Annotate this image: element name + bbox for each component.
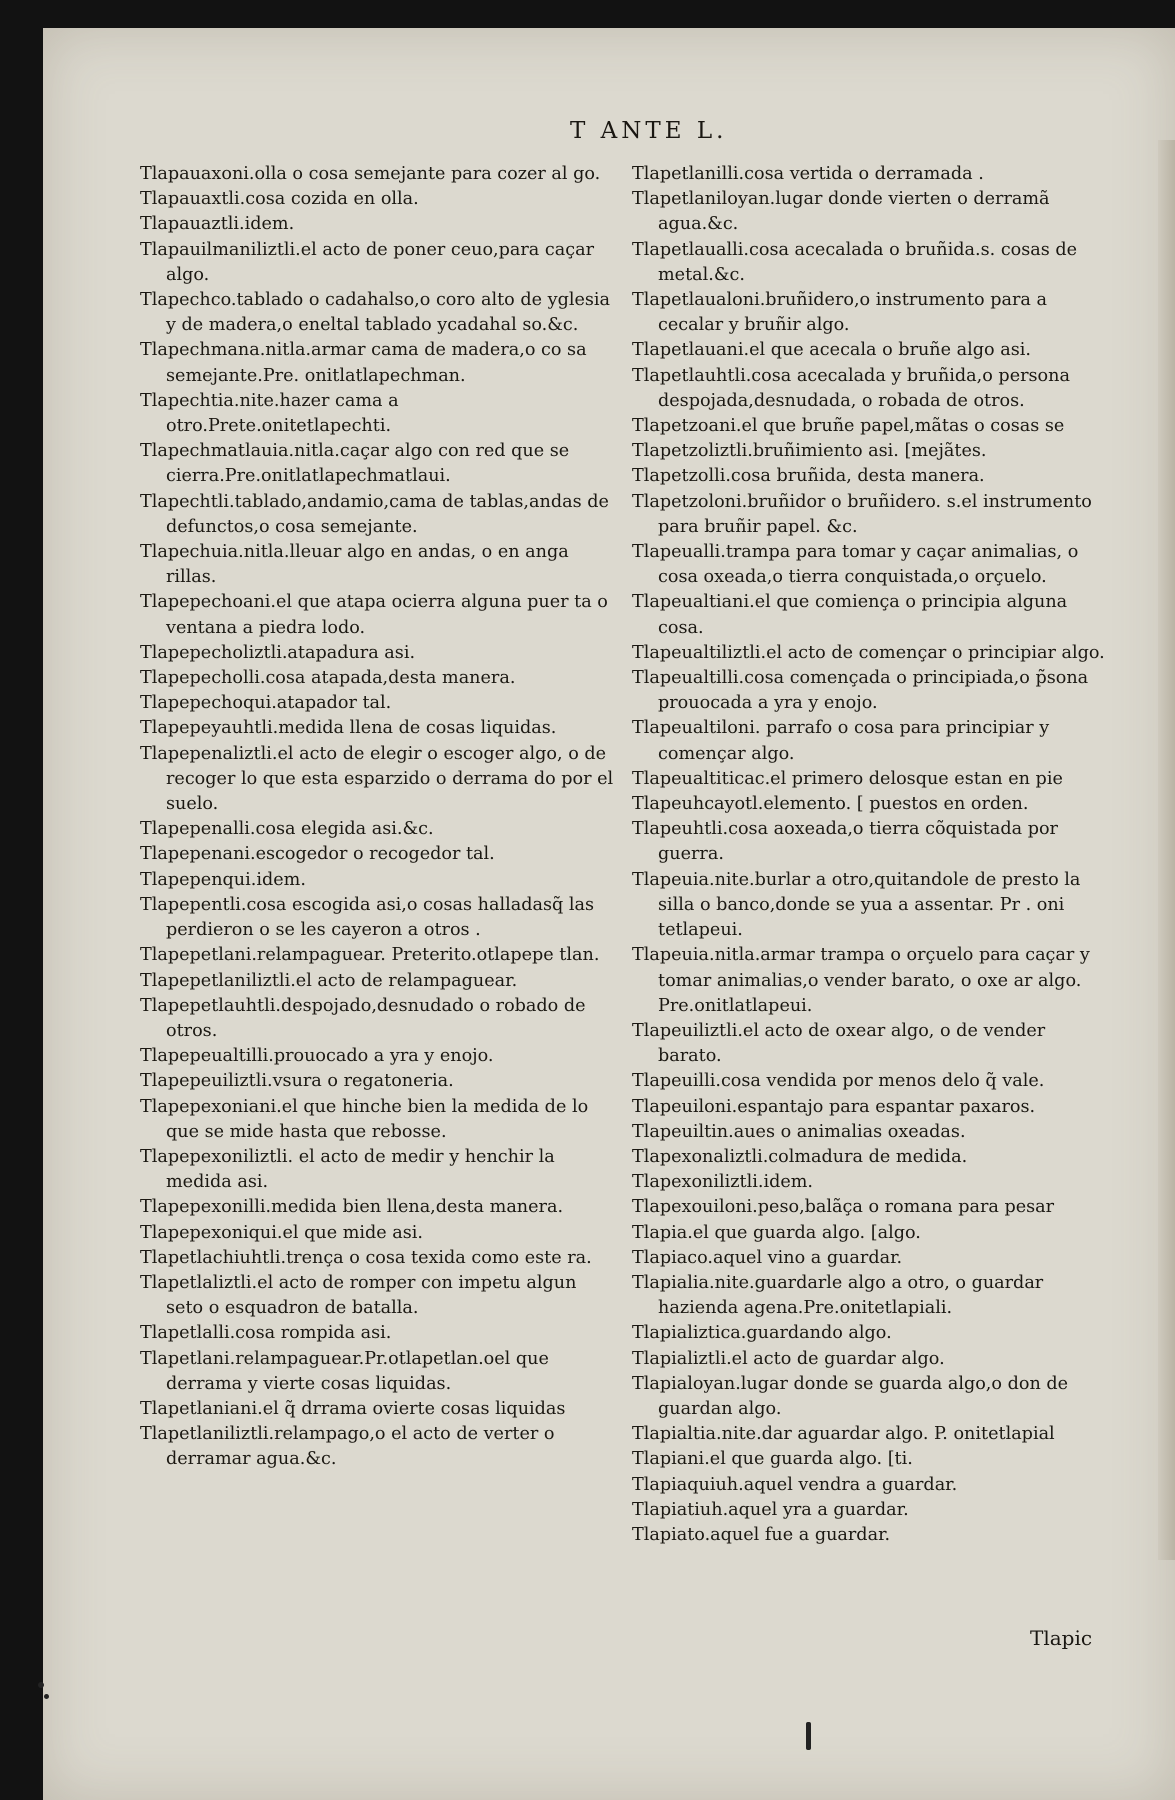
dictionary-entry: Tlapetlanilli.cosa vertida o derramada . xyxy=(632,164,984,184)
dictionary-entry: Tlapepecholiztli.atapadura asi. xyxy=(140,642,416,663)
dictionary-entry: Tlapepetlani.relampaguear. Preterito.otlapepe tlan. xyxy=(140,945,600,966)
dictionary-entry: Tlapepenaliztli.el acto de elegir o escoger algo, o de recoger lo que esta esparzido o derrama do por el suelo. xyxy=(140,743,614,815)
dictionary-entry: Tlapializtica.guardando algo. xyxy=(632,1323,892,1344)
dictionary-entry: Tlapauaxoni.olla o cosa semejante para cozer al go. xyxy=(140,164,601,184)
dictionary-entry: Tlapetlaualli.cosa acecalada o bruñida.s. cosas de metal.&c. xyxy=(632,239,1078,285)
dictionary-entry: Tlapexonaliztli.colmadura de medida. xyxy=(632,1146,968,1167)
dictionary-entry: Tlapepeyauhtli.medida llena de cosas liquidas. xyxy=(140,718,557,739)
dictionary-entry: Tlapechuia.nitla.lleuar algo en andas, o en anga rillas. xyxy=(140,542,569,588)
dictionary-entry: Tlapetlalli.cosa rompida asi. xyxy=(140,1323,392,1344)
dictionary-entry: Tlapepentli.cosa escogida asi,o cosas halladasq̃ las perdieron o se les cayeron a otros . xyxy=(140,894,594,941)
dictionary-entry: Tlapepexoniqui.el que mide asi. xyxy=(140,1222,424,1243)
dictionary-entry: Tlapechmana.nitla.armar cama de madera,o co sa semejante.Pre. onitlatlapechman. xyxy=(140,340,587,386)
dictionary-entry: Tlapeualli.trampa para tomar y caçar animalias, o cosa oxeada,o tierra conquistada,o orçuelo. xyxy=(632,542,1079,588)
dictionary-entry: Tlapetlaliztli.el acto de romper con impetu algun seto o esquadron de batalla. xyxy=(140,1272,577,1319)
dictionary-entry: Tlapechmatlauia.nitla.caçar algo con red que se cierra.Pre.onitlatlapechmatlaui. xyxy=(140,441,570,487)
dictionary-entry: Tlapeualtiani.el que comiença o principia alguna cosa. xyxy=(632,592,1068,638)
dictionary-entry: Tlapetzoani.el que bruñe papel,mãtas o cosas se xyxy=(632,416,1065,437)
dictionary-entry: Tlapepechoani.el que atapa ocierra alguna puer ta o ventana a piedra lodo. xyxy=(140,592,608,638)
dictionary-entry: Tlapechtia.nite.hazer cama a otro.Prete.onitetlapechti. xyxy=(140,390,399,437)
dictionary-entry: Tlapepeuiliztli.vsura o regatoneria. xyxy=(140,1071,454,1092)
dictionary-entry: Tlapepexonilli.medida bien llena,desta manera. xyxy=(140,1197,564,1218)
dictionary-entry: Tlapeualtiloni. parrafo o cosa para principiar y començar algo. xyxy=(632,718,1050,764)
dictionary-entry: Tlapeuiloni.espantajo para espantar paxaros. xyxy=(632,1096,1036,1117)
dictionary-entry: Tlapia.el que guarda algo. [algo. xyxy=(632,1222,921,1243)
ink-mark xyxy=(806,1722,811,1750)
dictionary-entry: Tlapeuhcayotl.elemento. [ puestos en orden. xyxy=(632,794,1029,815)
dictionary-entry: Tlapauilmaniliztli.el acto de poner ceuo,para caçar algo. xyxy=(140,239,594,285)
dictionary-entry: Tlapepexoniliztli. el acto de medir y henchir la medida asi. xyxy=(140,1146,555,1193)
left-column xyxy=(140,162,616,1473)
dictionary-entry: Tlapeualtiliztli.el acto de començar o principiar algo. xyxy=(632,642,1105,663)
dictionary-entry: Tlapepechoqui.atapador tal. xyxy=(140,693,392,714)
dictionary-entry: Tlapeuia.nitla.armar trampa o orçuelo para caçar y tomar animalias,o vender barato, o oxe ar algo. Pre.onitlatlapeui. xyxy=(632,945,1090,1016)
dictionary-entry: Tlapexoniliztli.idem. xyxy=(632,1172,814,1193)
dictionary-entry: Tlapepenani.escogedor o recogedor tal. xyxy=(140,844,495,865)
dictionary-entry: Tlapeuiliztli.el acto de oxear algo, o de vender barato. xyxy=(632,1020,1046,1067)
dictionary-entry: Tlapetzolli.cosa bruñida, desta manera. xyxy=(632,466,985,487)
dictionary-entry: Tlapetlaualoni.bruñidero,o instrumento para a cecalar y bruñir algo. xyxy=(632,290,1047,336)
dictionary-entry: Tlapiani.el que guarda algo. [ti. xyxy=(632,1449,913,1470)
dictionary-entry: Tlapiaquiuh.aquel vendra a guardar. xyxy=(632,1474,958,1495)
dictionary-entry: Tlapetlaniliztli.relampago,o el acto de verter o derramar agua.&c. xyxy=(140,1424,555,1470)
dictionary-entry: Tlapialia.nite.guardarle algo a otro, o guardar hazienda agena.Pre.onitetlapiali. xyxy=(632,1272,1044,1319)
dictionary-entry: Tlapepetlauhtli.despojado,desnudado o robado de otros. xyxy=(140,995,586,1041)
dictionary-entry: Tlapauaxtli.cosa cozida en olla. xyxy=(140,189,419,210)
dictionary-entry: Tlapechtli.tablado,andamio,cama de tablas,andas de defunctos,o cosa semejante. xyxy=(140,491,609,537)
dictionary-entry: Tlapialtia.nite.dar aguardar algo. P. onitetlapial xyxy=(632,1424,1055,1445)
dictionary-entry: Tlapetlaniloyan.lugar donde vierten o derramã agua.&c. xyxy=(632,189,1050,235)
dictionary-entry: Tlapeuilli.cosa vendida por menos delo q̃ vale. xyxy=(632,1071,1045,1092)
dictionary-entry: Tlapetzoloni.bruñidor o bruñidero. s.el instrumento para bruñir papel. &c. xyxy=(632,491,1092,537)
right-column xyxy=(632,162,1108,1548)
dictionary-entry: Tlapepenalli.cosa elegida asi.&c. xyxy=(140,819,434,840)
dictionary-entry: Tlapepeualtilli.prouocado a yra y enojo. xyxy=(140,1046,494,1067)
dictionary-entry: Tlapialoyan.lugar donde se guarda algo,o don de guardan algo. xyxy=(632,1373,1069,1419)
dictionary-entry: Tlapializtli.el acto de guardar algo. xyxy=(632,1348,945,1369)
dictionary-entry: Tlapauaztli.idem. xyxy=(140,214,295,235)
ink-mark xyxy=(38,1682,44,1688)
ink-mark xyxy=(44,1694,49,1699)
adjacent-page-edge xyxy=(1158,140,1175,1560)
dictionary-entry: Tlapetzoliztli.bruñimiento asi. [mejãtes. xyxy=(632,441,987,462)
dictionary-entry: Tlapeualtilli.cosa començada o principiada,o p̃sona prouocada a yra y enojo. xyxy=(632,668,1089,714)
dictionary-entry: Tlapiato.aquel fue a guardar. xyxy=(632,1524,891,1545)
dictionary-entry: Tlapeuhtli.cosa aoxeada,o tierra cõquistada por guerra. xyxy=(632,819,1058,865)
dictionary-entry: Tlapetlachiuhtli.trença o cosa texida como este ra. xyxy=(140,1247,592,1268)
dictionary-entry: Tlapepexoniani.el que hinche bien la medida de lo que se mide hasta que rebosse. xyxy=(140,1096,589,1142)
dictionary-entry: Tlapiatiuh.aquel yra a guardar. xyxy=(632,1499,909,1520)
running-header: T ANTE L. xyxy=(570,118,728,144)
dictionary-entry: Tlapepetlaniliztli.el acto de relampaguear. xyxy=(140,970,518,991)
dictionary-entry: Tlapepenqui.idem. xyxy=(140,869,306,890)
dictionary-entry: Tlapetlauani.el que acecala o bruñe algo asi. xyxy=(632,340,1031,361)
catchword: Tlapic xyxy=(1030,1626,1093,1650)
dictionary-entry: Tlapepecholli.cosa atapada,desta manera. xyxy=(140,668,516,689)
dictionary-entry: Tlapexouiloni.peso,balãça o romana para pesar xyxy=(632,1197,1055,1218)
dictionary-entry: Tlapeualtiticac.el primero delosque estan en pie xyxy=(632,768,1063,789)
dictionary-entry: Tlapechco.tablado o cadahalso,o coro alto de yglesia y de madera,o eneltal tablado ycadahal so.&c. xyxy=(140,290,611,336)
dictionary-entry: Tlapeuia.nite.burlar a otro,quitandole de presto la silla o banco,donde se yua a assentar. Pr . oni tetlapeui. xyxy=(632,869,1081,941)
dictionary-entry: Tlapetlauhtli.cosa acecalada y bruñida,o persona despojada,desnudada, o robada de otros. xyxy=(632,365,1070,411)
dictionary-entry: Tlapiaco.aquel vino a guardar. xyxy=(632,1247,903,1268)
dictionary-entry: Tlapetlaniani.el q̃ drrama ovierte cosas liquidas xyxy=(140,1398,566,1419)
dictionary-entry: Tlapeuiltin.aues o animalias oxeadas. xyxy=(632,1121,966,1142)
dictionary-entry: Tlapetlani.relampaguear.Pr.otlapetlan.oel que derrama y vierte cosas liquidas. xyxy=(140,1348,549,1394)
